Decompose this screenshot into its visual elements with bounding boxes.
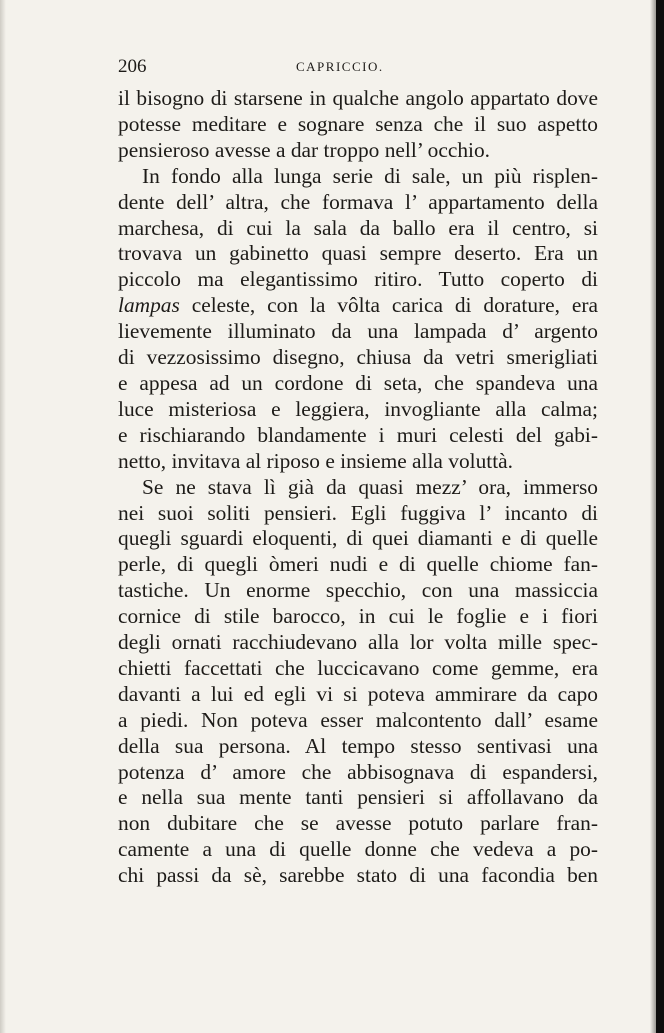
- text-line: nei suoi soliti pensieri. Egli fuggiva l’ incanto di: [118, 500, 598, 525]
- text-line: Se ne stava lì già da quasi mezz’ ora, immerso: [142, 474, 598, 499]
- text-line: trovava un gabinetto quasi sempre deserto. Era un: [118, 241, 598, 266]
- body-text: [118, 86, 598, 889]
- text-line: della sua persona. Al tempo stesso sentivasi una: [118, 733, 598, 758]
- text-line: cornice di stile barocco, in cui le foglie e i fiori: [118, 604, 598, 629]
- text-line: netto, invitava al riposo e insieme alla voluttà.: [118, 448, 514, 473]
- text-line: dente dell’ altra, che formava l’ appartamento della: [118, 189, 598, 214]
- text-line: chietti faccettati che luccicavano come gemme, era: [118, 655, 598, 680]
- text-line: In fondo alla lunga serie di sale, un più risplen-: [142, 163, 598, 188]
- text-line: tastiche. Un enorme specchio, con una massiccia: [118, 578, 598, 603]
- text-line: piccolo ma elegantissimo ritiro. Tutto coperto di: [118, 267, 598, 292]
- text-line: degli ornati racchiudevano alla lor volta mille spec-: [118, 630, 598, 655]
- text-line: non dubitare che se avesse potuto parlare fran-: [118, 811, 598, 836]
- text-line: davanti a lui ed egli vi si poteva ammirare da capo: [118, 681, 598, 706]
- running-title: CAPRICCIO.: [296, 59, 384, 74]
- text-line: lievemente illuminato da una lampada d’ argento: [118, 319, 598, 344]
- text-line: camente a una di quelle donne che vedeva a po-: [118, 837, 598, 862]
- text-line: e nella sua mente tanti pensieri si affollavano da: [118, 785, 598, 810]
- page-header: [118, 56, 596, 80]
- text-line: e rischiarando blandamente i muri celesti del gabi-: [118, 422, 598, 447]
- text-line: perle, di quegli òmeri nudi e di quelle chiome fan-: [118, 552, 598, 577]
- text-line: pensieroso avesse a dar troppo nell’ occhio.: [118, 137, 491, 162]
- text-line: e appesa ad un cordone di seta, che spandeva una: [118, 370, 598, 395]
- text-line: marchesa, di cui la sala da ballo era il centro, si: [118, 215, 598, 240]
- page-number: 206: [118, 56, 147, 77]
- text-line: chi passi da sè, sarebbe stato di una facondia ben: [118, 863, 598, 888]
- page-left-edge: [0, 0, 6, 1033]
- text-line: di vezzosissimo disegno, chiusa da vetri smerigliati: [118, 345, 598, 370]
- text-line: luce misteriosa e leggiera, invogliante alla calma;: [118, 396, 598, 421]
- text-line-rest: celeste, con la vôlta carica di dorature, era: [191, 293, 598, 318]
- text-line: potenza d’ amore che abbisognava di espandersi,: [118, 759, 598, 784]
- page-right-edge: [656, 0, 664, 1033]
- text-line: potesse meditare e sognare senza che il suo aspetto: [118, 111, 598, 136]
- italic-word: lampas: [118, 293, 180, 318]
- text-line-italic-start: [118, 293, 598, 319]
- text-line: a piedi. Non poteva esser malcontento dall’ esame: [118, 707, 598, 732]
- text-line: il bisogno di starsene in qualche angolo appartato dove: [118, 86, 598, 110]
- text-line: quegli sguardi eloquenti, di quei diamanti e di quelle: [118, 526, 598, 551]
